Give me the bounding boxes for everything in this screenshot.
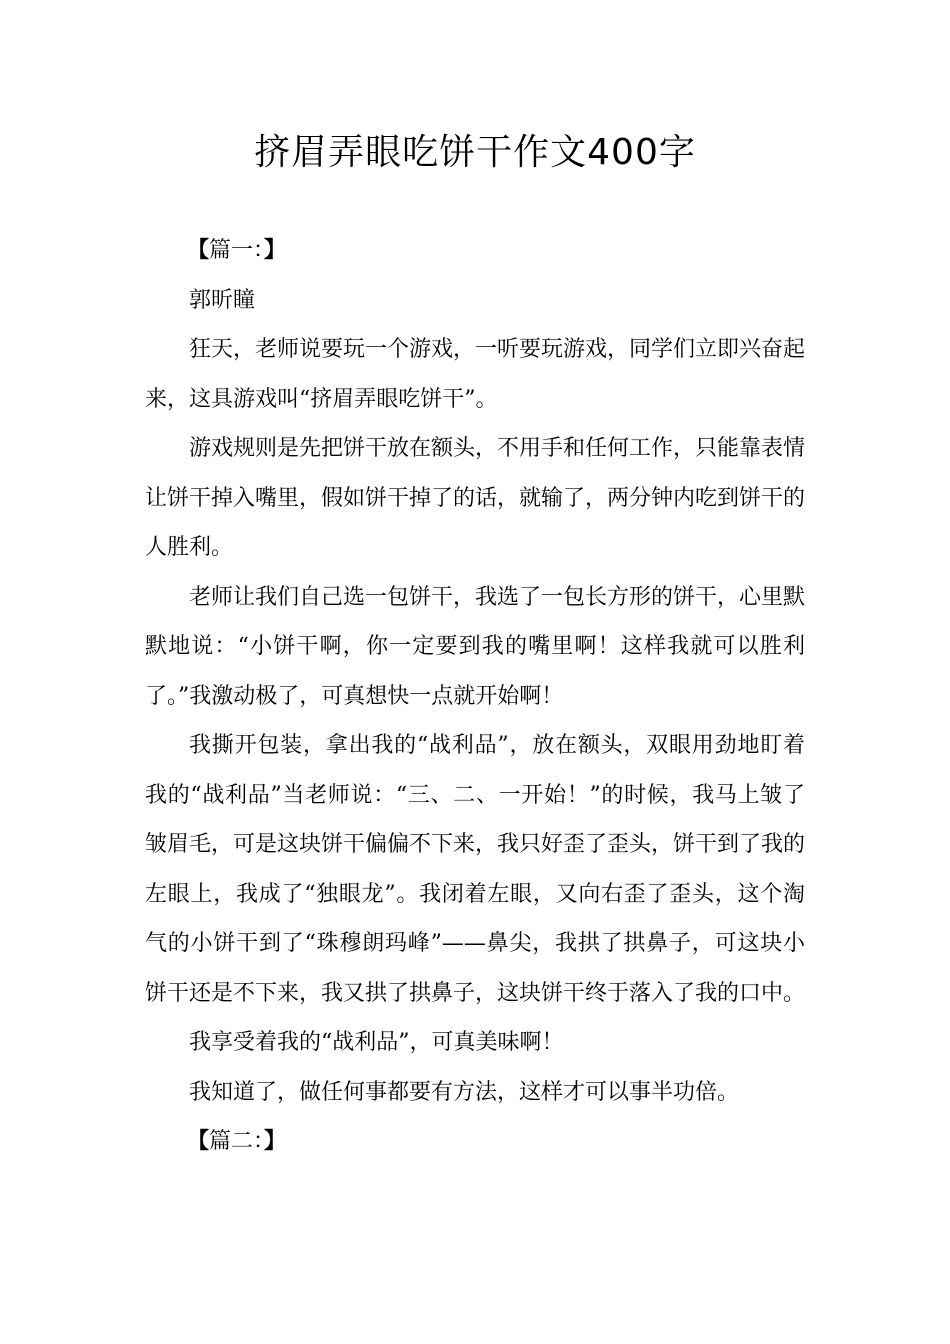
section-label: 篇一：	[209, 238, 265, 263]
paragraph: 我享受着我的“战利品”，可真美味啊！	[189, 1030, 564, 1055]
paragraph: 我撕开包装，拿出我的“战利品”，放在额头，双眼用劲地盯着我的“战利品”当老师说：“三、二、一开始！”的时候，我马上皱了皱眉毛，可是这块饼干偏偏不下来，我只好歪了歪头，饼干到了我的左眼上，我成了“独眼龙”。我闭着左眼，又向右歪了歪头，这个淘气的小饼干到了“珠穆朗玛峰”——鼻尖，我拱了拱鼻子，可这块小饼干还是不下来，我又拱了拱鼻子，这块饼干终于落入了我的口中。	[145, 733, 806, 1006]
paragraph: 我知道了，做任何事都要有方法，这样才可以事半功倍。	[189, 1079, 740, 1105]
paragraph: 游戏规则是先把饼干放在额头，不用手和任何工作，只能靠表情让饼干掉入嘴里，假如饼干掉了的话，就输了，两分钟内吃到饼干的人胜利。	[145, 436, 806, 560]
open-bracket: 【	[187, 237, 210, 263]
section-label: 篇二：	[209, 1129, 265, 1154]
close-bracket: 】	[264, 237, 287, 263]
open-bracket: 【	[187, 1128, 210, 1154]
document-body	[145, 226, 805, 1167]
close-bracket: 】	[264, 1128, 287, 1154]
document-title: 挤眉弄眼吃饼干作文400字	[254, 132, 696, 173]
author-name: 郭昕瞳	[189, 287, 256, 313]
paragraph: 老师让我们自己选一包饼干，我选了一包长方形的饼干，心里默默地说：“小饼干啊，你一定要到我的嘴里啊！这样我就可以胜利了。”我激动极了，可真想快一点就开始啊！	[145, 584, 806, 709]
paragraph: 狂天，老师说要玩一个游戏，一听要玩游戏，同学们立即兴奋起来，这具游戏叫“挤眉弄眼吃饼干”。	[145, 337, 806, 412]
section-heading	[145, 226, 805, 276]
section-heading	[145, 1117, 805, 1167]
